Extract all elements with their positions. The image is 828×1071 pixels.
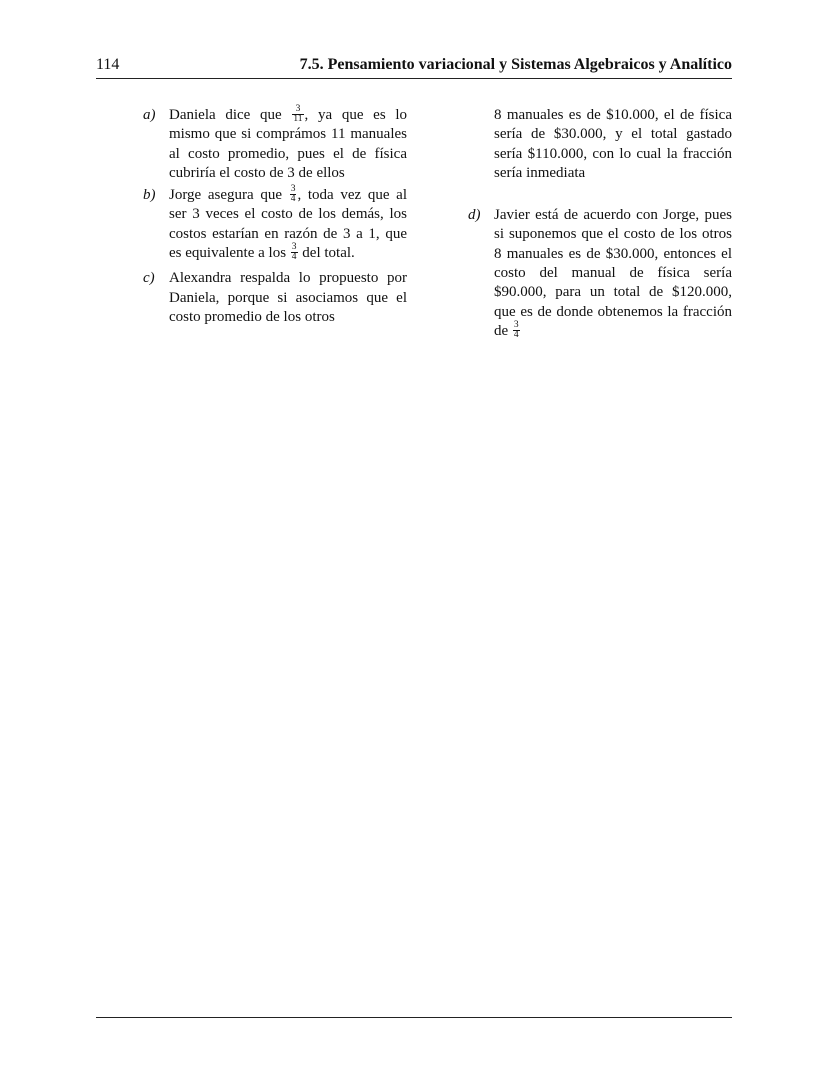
fraction-3-11	[292, 105, 303, 124]
fraction-denominator: 4	[291, 252, 297, 263]
item-b-text-middle: , toda vez que al ser 3 veces el costo de los demás, los costos estarían en razón de 3 a 1, que es equivalente a los	[169, 187, 408, 262]
item-b-text-after: del total.	[302, 245, 355, 262]
list-item-c	[143, 269, 407, 327]
running-head: 7.5. Pensamiento variacional y Sistemas Algebraicos y Analítico	[299, 56, 732, 73]
item-label-b: b)	[143, 187, 156, 204]
item-label-c: c)	[143, 270, 155, 287]
footer-rule	[96, 1017, 732, 1018]
list-item-a	[143, 106, 407, 183]
item-a-text-after: , ya que es lo mismo que si comprámos 11 manuales al costo promedio, pues el de física cubriría el costo de 3 de ellos	[169, 107, 408, 181]
item-text-c: Alexandra respalda lo propuesto por Daniela, porque si asociamos que el costo promedio de los otros	[169, 270, 407, 325]
left-column	[143, 106, 407, 327]
item-text-d	[494, 206, 732, 341]
fraction-numerator: 3	[513, 320, 519, 331]
fraction-3-4-d	[513, 321, 520, 340]
fraction-3-4-second	[291, 243, 298, 262]
fraction-numerator: 3	[290, 184, 296, 195]
item-c-continuation: 8 manuales es de $10.000, el de física sería de $30.000, y el total gastado sería $110.000, con lo cual la fracción sería inmediata	[494, 107, 732, 181]
fraction-3-4	[290, 185, 297, 204]
fraction-denominator: 4	[513, 330, 519, 341]
fraction-numerator: 3	[292, 105, 303, 115]
fraction-numerator: 3	[291, 242, 297, 253]
right-column	[468, 106, 732, 341]
list-item-b	[143, 186, 407, 263]
item-a-text-before: Daniela dice que	[169, 107, 282, 123]
fraction-denominator: 4	[290, 194, 296, 205]
item-label-d: d)	[468, 207, 481, 224]
header-rule	[96, 78, 732, 79]
item-label-a: a)	[143, 107, 156, 123]
list-item-d	[468, 206, 732, 341]
fraction-denominator: 11	[293, 114, 303, 125]
item-text-a	[169, 106, 407, 183]
item-b-text-before: Jorge asegura que	[169, 187, 283, 204]
page-number: 114	[96, 56, 120, 73]
item-text-b	[169, 186, 407, 263]
item-d-text-before: Javier está de acuerdo con Jorge, pues si suponemos que el costo de los otros 8 manuales es de $30.000, entonces el costo del manual de física sería $90.000, para un total de $120.000, que es de donde obtenemos la fracción de	[494, 207, 732, 339]
